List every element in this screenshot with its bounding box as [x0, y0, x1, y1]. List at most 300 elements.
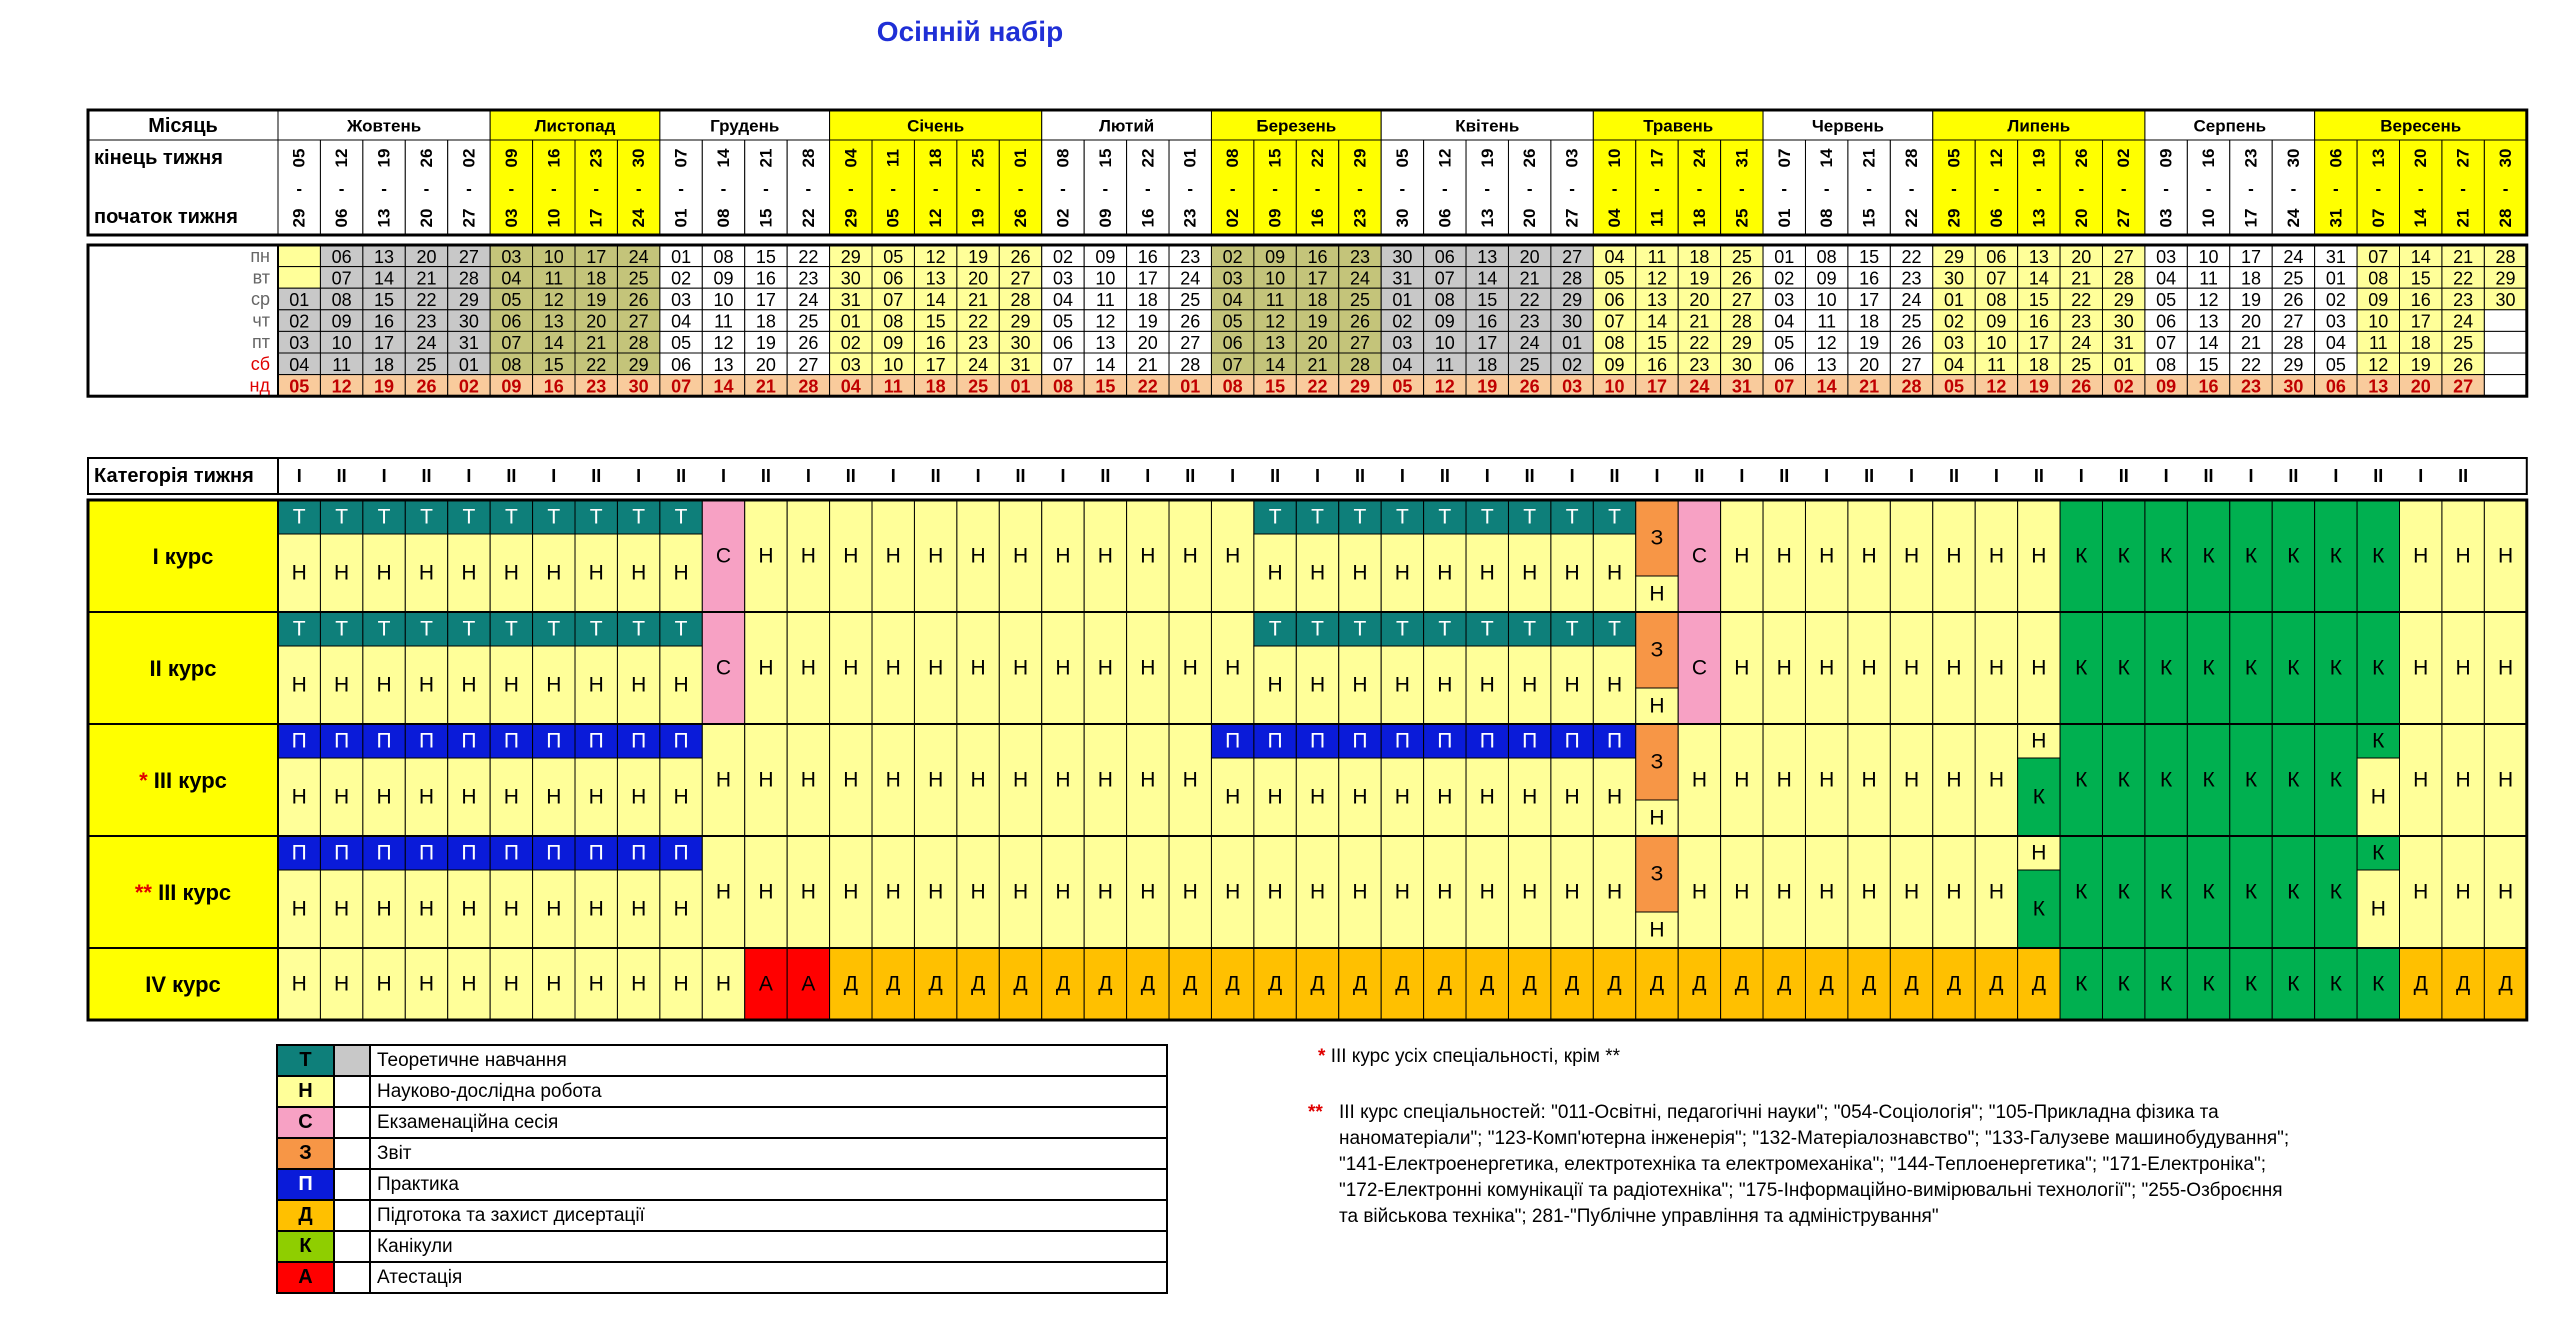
schedule-letter: Д	[1267, 972, 1283, 996]
day-value: 25	[798, 311, 819, 332]
schedule-letter: Н	[546, 972, 562, 996]
day-value: 11	[1435, 354, 1455, 375]
week-end-value: 03	[1562, 148, 1582, 168]
schedule-letter: Д	[970, 972, 986, 996]
schedule-letter: Т	[377, 505, 391, 529]
schedule-letter: З	[1650, 750, 1664, 774]
week-category-value: I	[1060, 466, 1066, 486]
week-end-value: 25	[968, 148, 988, 168]
day-value: 02	[2113, 376, 2134, 397]
day-value: 26	[1731, 268, 1752, 289]
week-dash: -	[508, 179, 515, 199]
day-value: 17	[1859, 290, 1880, 310]
day-value: 16	[925, 333, 946, 354]
week-category-value: I	[296, 466, 302, 486]
week-start-value: 13	[1477, 208, 1497, 228]
note-line: та військова техніка"; 281-"Публічне управління та адміністрування"	[1339, 1206, 1939, 1227]
week-category-value: I	[2333, 466, 2339, 486]
day-value: 18	[374, 354, 395, 375]
legend-key-extra	[334, 1231, 370, 1262]
schedule-letter: Д	[1564, 972, 1580, 996]
week-start-value: 03	[501, 208, 521, 228]
day-value: 18	[1689, 246, 1710, 267]
schedule-letter: П	[673, 841, 689, 865]
schedule-letter: Т	[632, 505, 646, 529]
week-start-value: 26	[1011, 208, 1031, 228]
schedule-letter: Н	[1522, 673, 1538, 697]
day-value: 12	[925, 246, 946, 267]
schedule-letter: Н	[418, 673, 435, 697]
day-value: 13	[2198, 311, 2219, 332]
day-value: 27	[1901, 354, 1922, 375]
day-value: 31	[1392, 268, 1413, 289]
schedule-letter: Д	[2456, 972, 2471, 996]
week-end-value: 23	[2241, 148, 2261, 168]
day-value: 16	[1137, 246, 1158, 267]
day-value: 03	[501, 246, 522, 267]
week-dash: -	[2290, 179, 2297, 199]
schedule-letter: Н	[503, 673, 519, 697]
week-end-value: 12	[1435, 148, 1455, 168]
day-value: 25	[2283, 268, 2304, 289]
week-start-value: 19	[968, 208, 988, 228]
week-category-value: II	[1524, 466, 1535, 486]
legend-text: Атестація	[370, 1262, 1167, 1293]
week-end-value: 12	[1986, 148, 2006, 168]
day-value: 29	[1731, 333, 1752, 354]
week-category-value: I	[551, 466, 557, 486]
schedule-letter: Н	[970, 768, 986, 792]
schedule-letter: Н	[588, 785, 604, 809]
schedule-letter: Н	[1309, 673, 1326, 697]
week-category-value: II	[2203, 466, 2214, 486]
schedule-letter: Н	[1309, 785, 1326, 809]
schedule-letter: Н	[418, 972, 435, 996]
schedule-letter: Т	[1523, 617, 1537, 641]
schedule-letter: Н	[588, 561, 604, 585]
day-value: 16	[1646, 354, 1667, 375]
day-value: 09	[1434, 311, 1455, 332]
schedule-letter: Н	[503, 897, 519, 921]
schedule-letter: К	[2287, 656, 2300, 680]
week-dash: -	[1399, 179, 1406, 199]
schedule-letter: Н	[2497, 768, 2514, 792]
legend-key: Н	[277, 1076, 334, 1107]
schedule-letter: Н	[1522, 880, 1538, 904]
day-value: 21	[1689, 311, 1710, 332]
day-value: 07	[2156, 333, 2177, 354]
schedule-letter: Н	[800, 880, 816, 904]
week-category-value: I	[1909, 466, 1915, 486]
day-value: 05	[1604, 268, 1625, 289]
schedule-letter: А	[801, 972, 816, 996]
day-value: 09	[501, 376, 522, 397]
legend-text: Практика	[370, 1169, 1167, 1200]
week-dash: -	[2502, 179, 2509, 199]
schedule-letter: Н	[1479, 880, 1495, 904]
day-value: 13	[1477, 246, 1498, 267]
schedule-letter: Н	[1182, 768, 1198, 792]
schedule-letter: Н	[1946, 768, 1962, 792]
week-start-value: 08	[714, 208, 734, 228]
day-value: 28	[1562, 268, 1583, 289]
week-dash: -	[593, 179, 600, 199]
schedule-letter: Н	[376, 561, 392, 585]
schedule-letter: Н	[970, 656, 986, 680]
schedule-letter: К	[2160, 768, 2173, 792]
day-value: 18	[1477, 354, 1498, 375]
schedule-letter: Н	[1225, 880, 1241, 904]
schedule-letter: К	[2117, 656, 2130, 680]
day-value: 12	[1265, 311, 1286, 332]
day-value: 07	[1604, 311, 1625, 332]
week-category-value: I	[2248, 466, 2254, 486]
week-dash: -	[338, 179, 345, 199]
day-value: 19	[968, 246, 989, 267]
day-value: 02	[458, 376, 479, 397]
schedule-letter: Д	[1310, 972, 1325, 996]
day-value: 09	[1265, 246, 1286, 267]
week-start-value: 31	[2326, 208, 2346, 228]
week-category-value: I	[466, 466, 472, 486]
week-category-value: I	[1399, 466, 1405, 486]
day-value: 10	[1604, 376, 1625, 397]
day-value: 30	[628, 376, 649, 397]
week-start-value: 27	[459, 208, 479, 228]
schedule-letter: Н	[928, 768, 944, 792]
day-value: 14	[2028, 268, 2049, 289]
schedule-letter: Н	[1776, 880, 1792, 904]
note-star1-text: ІІІ курс усіх спеціальності, крім **	[1330, 1046, 1621, 1067]
schedule-letter: Д	[2031, 972, 2046, 996]
week-start-value: 29	[841, 208, 861, 228]
schedule-letter: Т	[1523, 505, 1537, 529]
week-start-value: 30	[1392, 208, 1412, 228]
day-value: 04	[1392, 354, 1413, 375]
schedule-letter: Н	[461, 561, 477, 585]
week-dash: -	[381, 179, 387, 199]
day-value: 05	[1052, 311, 1073, 332]
week-dash: -	[1441, 179, 1448, 199]
day-value: 08	[713, 246, 734, 267]
day-value: 17	[2240, 246, 2262, 267]
day-value: 15	[1265, 376, 1286, 397]
day-value: 26	[1519, 376, 1540, 397]
legend-key: З	[277, 1138, 334, 1169]
legend-row	[277, 1262, 1167, 1293]
day-value: 11	[714, 311, 733, 332]
schedule-letter: П	[503, 841, 519, 865]
day-value: 23	[1349, 246, 1370, 267]
day-value: 11	[1096, 290, 1115, 310]
week-end-value: 31	[1732, 148, 1752, 168]
schedule-letter: Н	[843, 544, 859, 568]
schedule-letter: К	[2117, 544, 2130, 568]
day-value: 27	[2453, 376, 2474, 397]
week-end-value: 21	[1859, 148, 1879, 168]
day-value: 16	[374, 311, 395, 332]
day-value: 14	[1095, 354, 1116, 375]
day-value: 15	[925, 311, 946, 332]
day-cell	[2484, 331, 2526, 353]
schedule-letter: К	[2075, 656, 2088, 680]
schedule-letter: Н	[588, 673, 604, 697]
schedule-letter: Н	[1734, 544, 1750, 568]
day-value: 21	[1307, 354, 1328, 375]
day-value: 15	[755, 246, 776, 267]
day-value: 31	[1731, 376, 1752, 397]
day-value: 27	[1562, 246, 1583, 267]
day-value: 16	[1307, 246, 1328, 267]
day-value: 30	[2113, 311, 2134, 332]
schedule-letter: К	[2372, 841, 2385, 865]
day-value: 23	[798, 268, 819, 289]
schedule-letter: П	[418, 841, 435, 865]
week-end-value: 07	[1774, 148, 1794, 168]
day-value: 06	[671, 354, 692, 375]
day-value: 22	[2240, 354, 2262, 375]
note-line: "141-Електроенергетика, електротехніка та електромеханіка"; "144-Теплоенергетика"; "171-Електроніка";	[1339, 1154, 2266, 1175]
schedule-letter: Н	[631, 785, 647, 809]
day-value: 18	[1137, 290, 1158, 310]
schedule-letter: Д	[1692, 972, 1707, 996]
schedule-letter: Н	[970, 544, 986, 568]
course-label: ІV курс	[145, 971, 221, 997]
schedule-letter: Т	[335, 617, 349, 641]
day-value: 13	[1646, 290, 1667, 310]
day-value: 15	[543, 354, 564, 375]
schedule-letter: К	[2372, 656, 2385, 680]
week-end-value: 24	[1689, 148, 1709, 168]
schedule-letter: Н	[928, 544, 944, 568]
schedule-letter: К	[2329, 880, 2342, 904]
day-value: 20	[1859, 354, 1880, 375]
schedule-letter: П	[291, 841, 307, 865]
note-line: ІІІ курс спеціальностей: "011-Освітні, педагогічні науки"; "054-Соціологія"; "105-Прикладна фізика та	[1339, 1102, 2219, 1123]
day-value: 14	[374, 268, 395, 289]
legend-row	[277, 1169, 1167, 1200]
schedule-letter: Н	[2497, 544, 2514, 568]
course-label: І курс	[152, 543, 214, 569]
schedule-letter: К	[2244, 544, 2258, 568]
week-category-value: I	[2078, 466, 2084, 486]
schedule-letter: Н	[1988, 768, 2005, 792]
day-value: 06	[1604, 290, 1625, 310]
day-value: 08	[331, 290, 352, 310]
schedule-letter: К	[2329, 656, 2342, 680]
schedule-letter: Н	[1649, 582, 1665, 606]
week-category-value: I	[2163, 466, 2169, 486]
schedule-letter: Н	[673, 561, 689, 585]
schedule-letter: Н	[334, 673, 350, 697]
day-value: 15	[1095, 376, 1116, 397]
schedule-letter: П	[1394, 729, 1410, 753]
day-value: 05	[2325, 354, 2346, 375]
schedule-letter: П	[1564, 729, 1580, 753]
day-value: 26	[798, 333, 819, 354]
day-value: 06	[1774, 354, 1795, 375]
day-value: 05	[1392, 376, 1413, 397]
week-category-value: II	[930, 466, 941, 486]
day-name: сб	[250, 353, 270, 374]
day-value: 29	[628, 354, 649, 375]
day-value: 27	[1010, 268, 1031, 289]
day-name: пт	[252, 332, 270, 353]
schedule-letter: Н	[1394, 880, 1410, 904]
day-value: 19	[1137, 311, 1158, 332]
week-end-value: 05	[1392, 148, 1412, 168]
schedule-letter: Т	[547, 505, 561, 529]
week-category-value: I	[1230, 466, 1236, 486]
day-value: 17	[1477, 333, 1498, 354]
schedule-letter: Д	[1140, 972, 1155, 996]
schedule-letter: Н	[461, 785, 477, 809]
legend-key-extra	[334, 1076, 370, 1107]
week-category-value: I	[1824, 466, 1830, 486]
week-category-value: II	[1609, 466, 1620, 486]
week-end-value: 06	[2326, 148, 2346, 168]
schedule-letter: Н	[885, 768, 901, 792]
day-cell	[278, 245, 320, 267]
schedule-letter: Н	[1225, 656, 1241, 680]
day-name: пн	[250, 245, 270, 266]
day-value: 30	[840, 268, 861, 289]
schedule-letter: Н	[1734, 656, 1750, 680]
week-dash: -	[890, 179, 897, 199]
schedule-letter: Н	[1012, 768, 1029, 792]
legend-key: П	[277, 1169, 334, 1200]
week-start-value: 29	[289, 208, 309, 228]
day-value: 31	[840, 290, 861, 310]
day-value: 24	[1519, 333, 1540, 354]
day-value: 05	[2156, 290, 2177, 310]
week-dash: -	[2163, 179, 2169, 199]
schedule-letter: С	[715, 544, 732, 568]
schedule-letter: П	[588, 729, 604, 753]
legend	[276, 1044, 1168, 1294]
day-value: 12	[1816, 333, 1837, 354]
day-value: 29	[1349, 376, 1370, 397]
day-value: 10	[1986, 333, 2007, 354]
week-category-value: I	[721, 466, 727, 486]
day-value: 19	[374, 376, 395, 397]
day-value: 14	[543, 333, 564, 354]
note-line: "172-Електронні комунікації та радіотехніка"; "175-Інформаційно-вимірювальні технології"; "255-Озброєння	[1339, 1180, 2283, 1201]
day-value: 20	[2071, 246, 2092, 267]
week-start-value: 28	[2496, 208, 2516, 228]
schedule-letter: Н	[2031, 544, 2047, 568]
day-value: 31	[458, 333, 479, 354]
day-value: 07	[1986, 268, 2007, 289]
day-value: 12	[713, 333, 734, 354]
day-value: 02	[1052, 246, 1073, 267]
month-label: Місяць	[148, 115, 218, 137]
day-value: 12	[2198, 290, 2219, 310]
schedule-letter: П	[1225, 729, 1241, 753]
legend-row	[277, 1045, 1167, 1076]
schedule-letter: Н	[1097, 544, 1113, 568]
day-value: 04	[1052, 290, 1073, 310]
schedule-letter: К	[2160, 544, 2173, 568]
day-value: 05	[501, 290, 522, 310]
schedule-letter: Н	[418, 561, 435, 585]
schedule-letter: П	[461, 729, 477, 753]
schedule-letter: Н	[1649, 806, 1665, 830]
week-end-value: 26	[1520, 148, 1540, 168]
week-start-value: 06	[1435, 208, 1455, 228]
week-dash: -	[1654, 179, 1660, 199]
day-value: 31	[2113, 333, 2134, 354]
schedule-letter: Н	[291, 897, 307, 921]
day-value: 17	[1307, 268, 1328, 289]
day-value: 01	[1774, 246, 1795, 267]
schedule-letter: Т	[377, 617, 391, 641]
schedule-letter: Н	[546, 673, 562, 697]
schedule-letter: Н	[2031, 656, 2047, 680]
schedule-letter: К	[2075, 880, 2088, 904]
week-dash: -	[423, 179, 430, 199]
day-value: 21	[1137, 354, 1158, 375]
week-end-value: 22	[1308, 148, 1328, 168]
schedule-letter: Т	[1565, 617, 1579, 641]
day-value: 24	[628, 246, 649, 267]
schedule-letter: Н	[1903, 656, 1920, 680]
week-end-value: 09	[501, 148, 521, 168]
day-value: 20	[2240, 311, 2262, 332]
day-name: вт	[252, 267, 270, 288]
day-value: 21	[2453, 246, 2474, 267]
schedule-letter: К	[2117, 880, 2130, 904]
month-name: Травень	[1643, 116, 1714, 136]
legend-key: Д	[277, 1200, 334, 1231]
day-value: 04	[1943, 354, 1965, 375]
day-value: 18	[2028, 354, 2049, 375]
schedule-letter: Т	[462, 617, 476, 641]
day-value: 08	[883, 311, 904, 332]
schedule-letter: С	[1691, 656, 1707, 680]
week-dash: -	[2036, 179, 2042, 199]
day-value: 05	[289, 376, 310, 397]
schedule-letter: К	[2202, 544, 2215, 568]
week-start-value: 10	[544, 208, 564, 228]
week-start-value: 23	[1180, 208, 1200, 228]
schedule-letter: Д	[2498, 972, 2513, 996]
day-value: 23	[1180, 246, 1201, 267]
schedule-letter: Д	[1352, 972, 1368, 996]
schedule-letter: Н	[758, 544, 774, 568]
day-value: 16	[755, 268, 776, 289]
schedule-letter: К	[2075, 768, 2088, 792]
schedule-letter: З	[1650, 638, 1664, 662]
week-start-value: 10	[2199, 208, 2219, 228]
day-value: 07	[1434, 268, 1455, 289]
week-end-value: 05	[1944, 148, 1964, 168]
schedule-letter: Н	[1437, 785, 1453, 809]
day-value: 30	[1562, 311, 1583, 332]
day-value: 25	[1519, 354, 1540, 375]
schedule-letter: С	[1691, 544, 1707, 568]
day-value: 13	[543, 311, 564, 332]
week-category-value: I	[2418, 466, 2424, 486]
schedule-letter: Н	[1903, 880, 1920, 904]
day-value: 20	[1137, 333, 1158, 354]
schedule-letter: Т	[674, 505, 688, 529]
schedule-letter: Н	[1479, 785, 1495, 809]
week-start-value: 14	[2411, 208, 2431, 228]
schedule-letter: К	[2202, 972, 2215, 996]
schedule-letter: К	[2287, 544, 2300, 568]
day-value: 02	[1222, 246, 1243, 267]
